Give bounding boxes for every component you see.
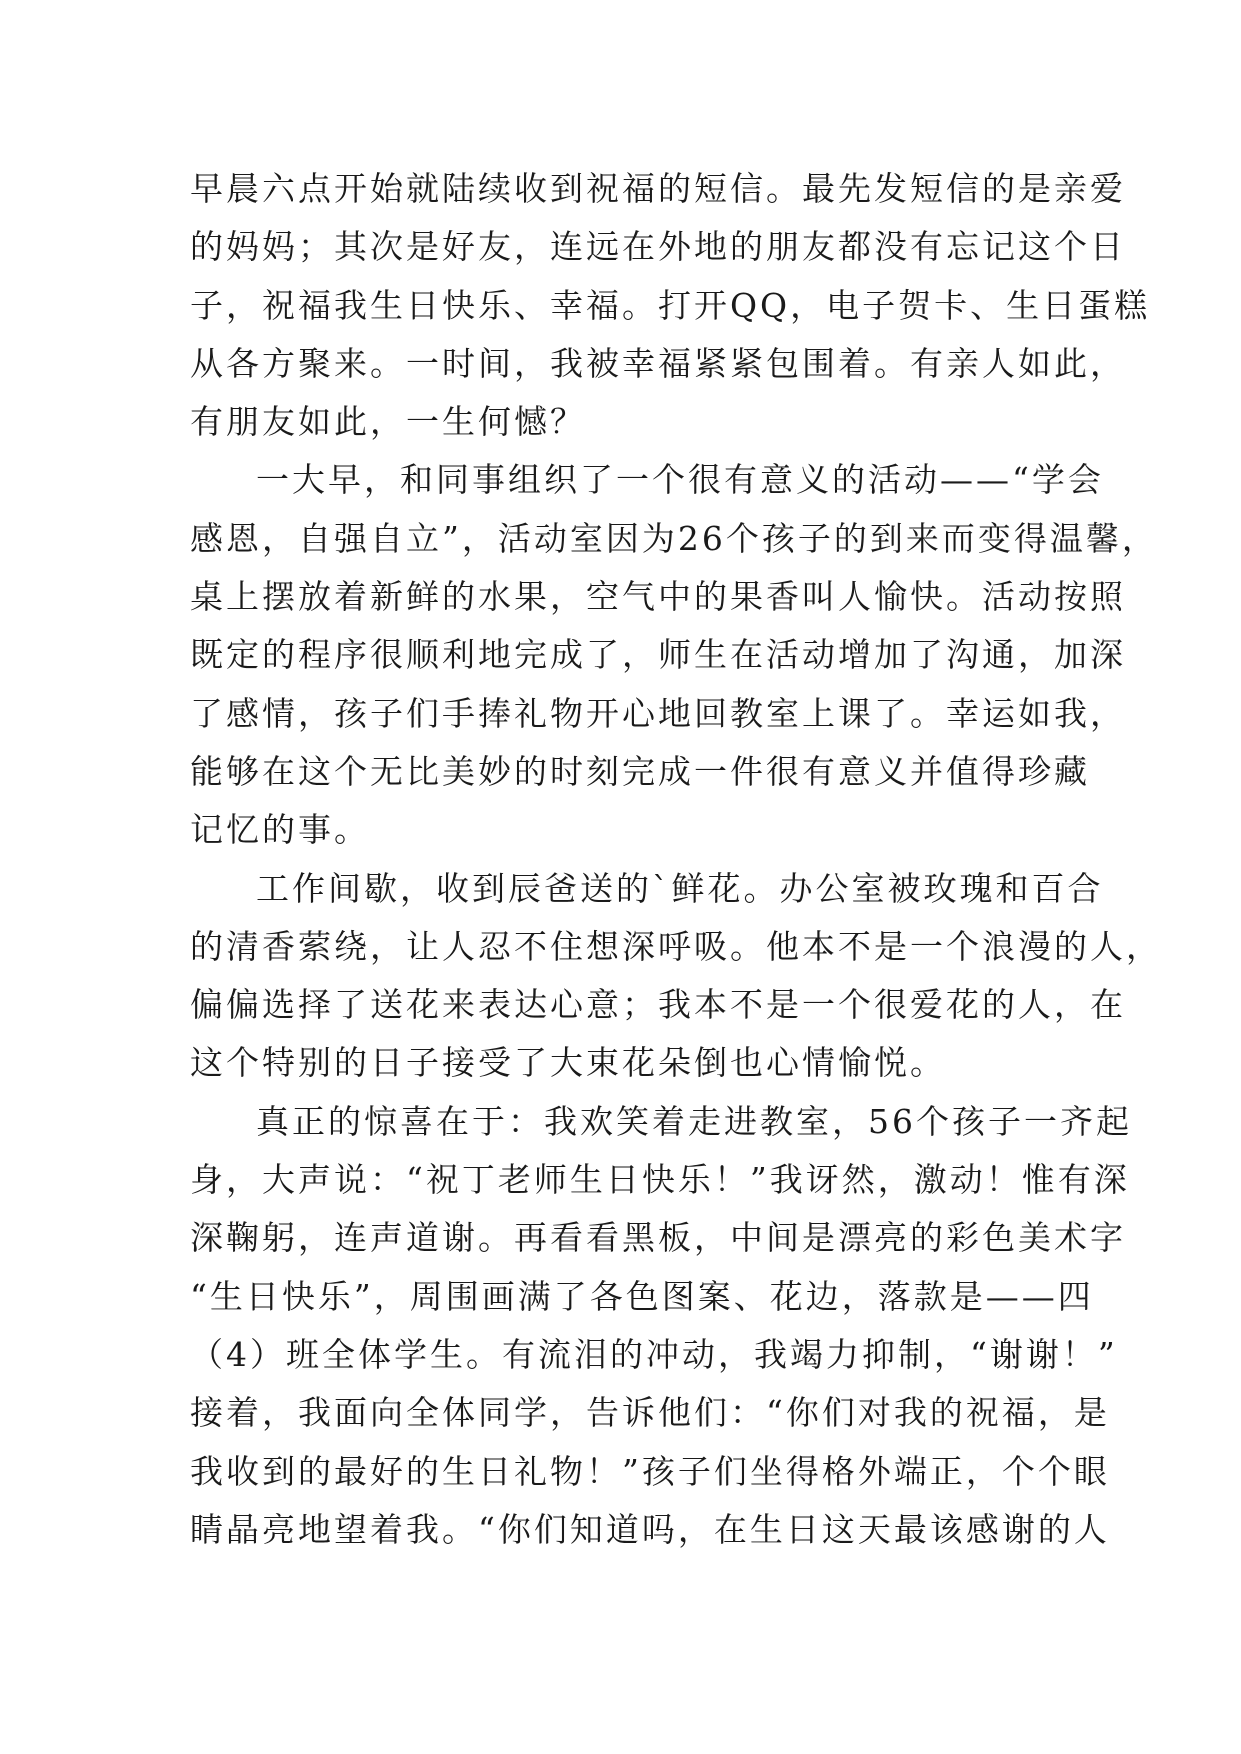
paragraph-4 — [190, 1093, 1132, 1559]
text-line: 了感情，孩子们手捧礼物开心地回教室上课了。幸运如我， — [190, 693, 1126, 733]
text-line: 一大早，和同事组织了一个很有意义的活动——“学会 — [256, 460, 1104, 500]
text-line: 真正的惊喜在于：我欢笑着走进教室，56个孩子一齐起 — [256, 1101, 1132, 1141]
document-body — [190, 160, 1162, 1559]
text-line: 的妈妈；其次是好友，连远在外地的朋友都没有忘记这个日 — [190, 227, 1126, 267]
text-line: 接着，我面向全体同学，告诉他们：“你们对我的祝福，是 — [190, 1393, 1110, 1433]
paragraph-2 — [190, 451, 1158, 859]
text-line: 身，大声说：“祝丁老师生日快乐！”我讶然，激动！惟有深 — [190, 1160, 1130, 1200]
paragraph-1 — [190, 160, 1151, 451]
paragraph-3 — [190, 860, 1162, 1093]
text-line: 感恩，自强自立”，活动室因为26个孩子的到来而变得温馨， — [190, 518, 1158, 558]
text-line: 的清香萦绕，让人忍不住想深呼吸。他本不是一个浪漫的人， — [190, 926, 1162, 966]
text-line: 我收到的最好的生日礼物！”孩子们坐得格外端正，个个眼 — [190, 1451, 1110, 1491]
text-line: 既定的程序很顺利地完成了，师生在活动增加了沟通，加深 — [190, 635, 1126, 675]
text-line: 子，祝福我生日快乐、幸福。打开QQ，电子贺卡、生日蛋糕 — [190, 285, 1151, 325]
text-line: “生日快乐”，周围画满了各色图案、花边，落款是——四 — [190, 1276, 1094, 1316]
text-line: 有朋友如此，一生何憾？ — [190, 402, 586, 442]
text-line: （4）班全体学生。有流泪的冲动，我竭力抑制，“谢谢！” — [190, 1334, 1118, 1374]
text-line: 能够在这个无比美妙的时刻完成一件很有意义并值得珍藏 — [190, 751, 1090, 791]
text-line: 早晨六点开始就陆续收到祝福的短信。最先发短信的是亲爱 — [190, 169, 1126, 208]
text-line: 深鞠躬，连声道谢。再看看黑板，中间是漂亮的彩色美术字 — [190, 1218, 1126, 1258]
text-line: 记忆的事。 — [190, 810, 370, 850]
text-line: 工作间歇，收到辰爸送的`鲜花。办公室被玫瑰和百合 — [256, 868, 1104, 908]
text-line: 这个特别的日子接受了大束花朵倒也心情愉悦。 — [190, 1043, 946, 1083]
text-line: 睛晶亮地望着我。“你们知道吗，在生日这天最该感谢的人 — [190, 1509, 1110, 1549]
text-line: 桌上摆放着新鲜的水果，空气中的果香叫人愉快。活动按照 — [190, 577, 1126, 617]
text-line: 从各方聚来。一时间，我被幸福紧紧包围着。有亲人如此， — [190, 343, 1126, 383]
text-line: 偏偏选择了送花来表达心意；我本不是一个很爱花的人，在 — [190, 985, 1126, 1025]
